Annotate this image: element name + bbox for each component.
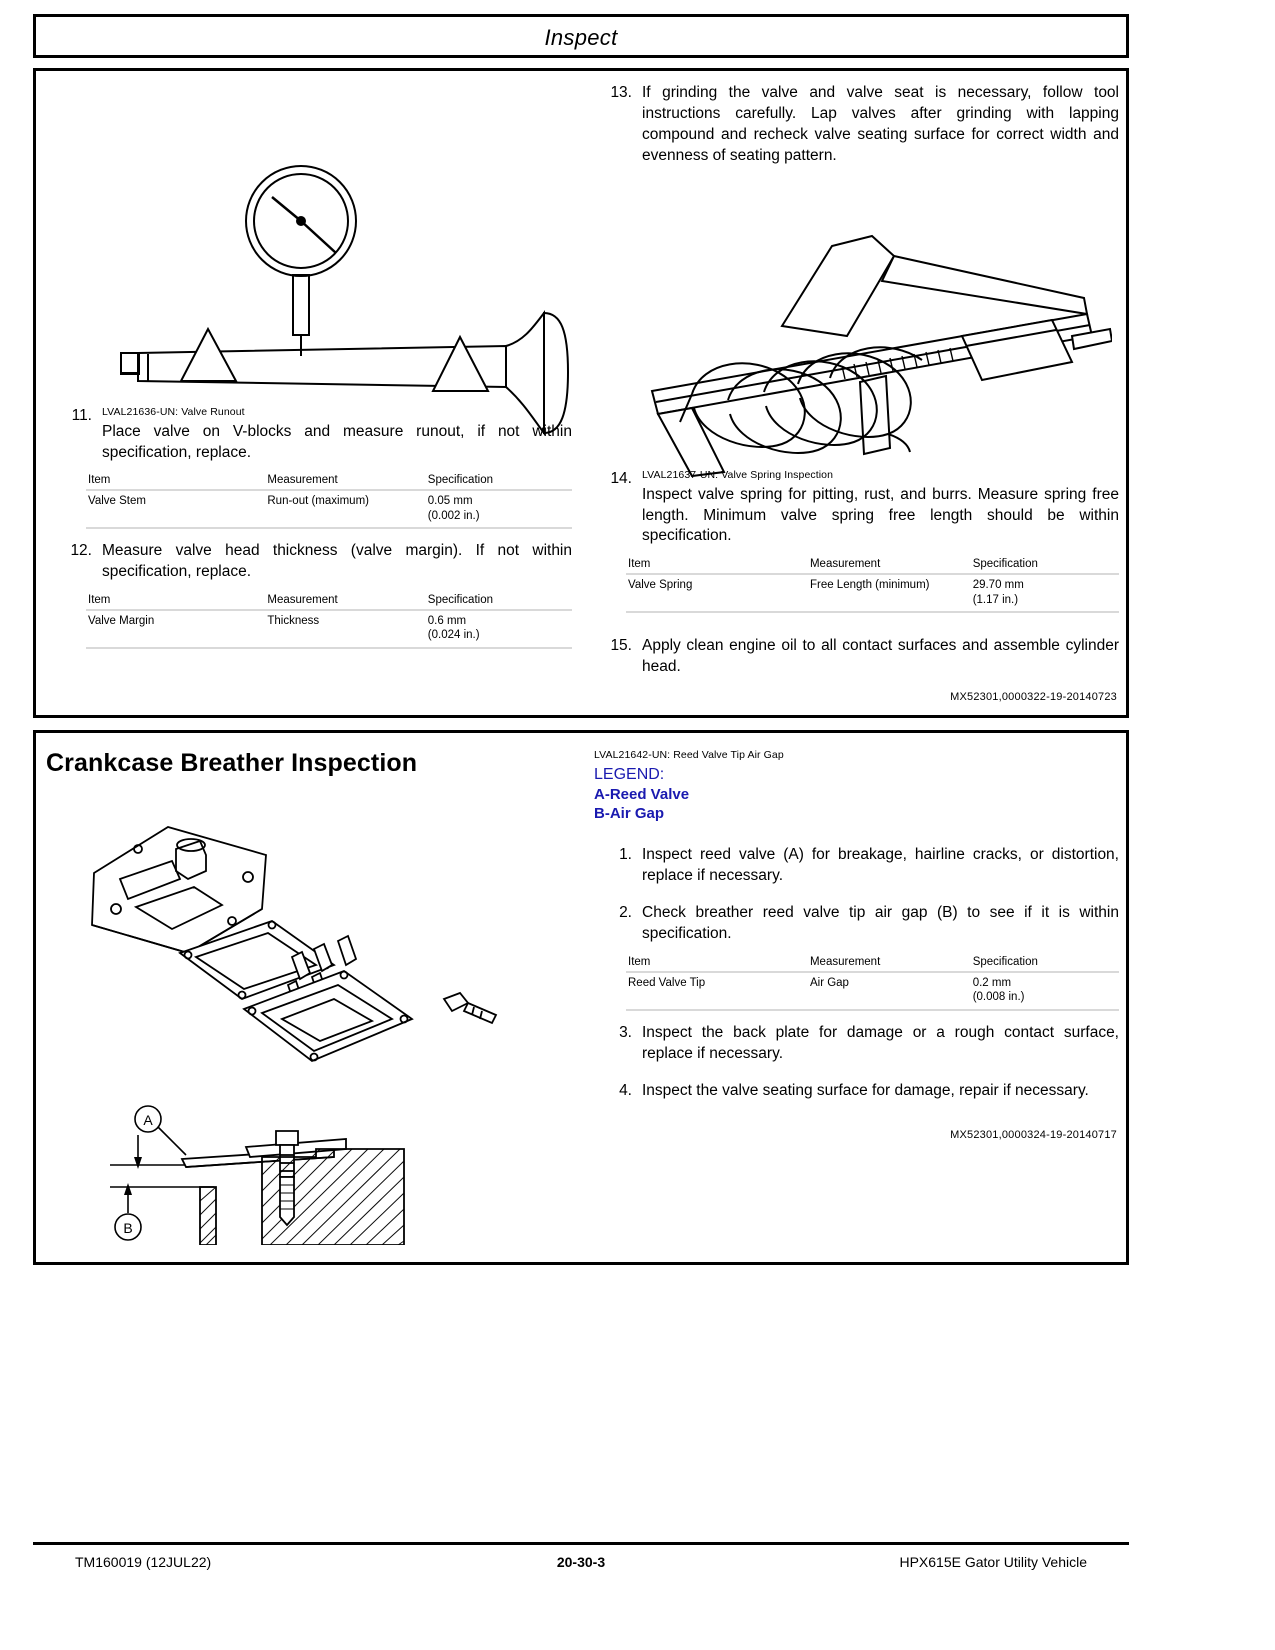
- step-15-block: [584, 636, 1119, 688]
- cell-measurement: Free Length (minimum): [808, 574, 971, 612]
- table-header-row: [626, 955, 1119, 972]
- footer-divider: [33, 1542, 1129, 1545]
- table-row: [86, 490, 572, 528]
- figure-caption-valve-runout: LVAL21636-UN: Valve Runout: [102, 406, 245, 418]
- spec-imperial: (0.008 in.): [972, 991, 1025, 1004]
- cell-specification: [426, 610, 572, 648]
- crankcase-step-4: [584, 1081, 1119, 1102]
- column-header-specification: Specification: [971, 557, 1119, 574]
- step-13-text: If grinding the valve and valve seat is necessary, follow tool instructions carefully. Lap valves after grinding with lapping compound and recheck valve seating surface for correct width and evenness of seating pattern.: [642, 84, 1119, 164]
- step-11: [44, 406, 572, 463]
- footer-model-name: HPX615E Gator Utility Vehicle: [899, 1554, 1087, 1570]
- page-header: [33, 14, 1129, 58]
- crankcase-step-4-text: Inspect the valve seating surface for damage, repair if necessary.: [642, 1082, 1089, 1099]
- page-title: Inspect: [544, 25, 618, 50]
- valve-runout-figure: [76, 141, 576, 441]
- crankcase-step-1-block: [584, 845, 1119, 897]
- legend-item-a: A-Reed Valve: [594, 785, 690, 803]
- callout-label-a: A: [143, 1112, 153, 1128]
- step-14: [584, 469, 1119, 547]
- step-12-text: Measure valve head thickness (valve margin). If not within specification, replace.: [102, 542, 572, 580]
- step-15-number: 15.: [610, 637, 632, 654]
- crankcase-step-3-text: Inspect the back plate for damage or a rough contact surface, replace if necessary.: [642, 1024, 1119, 1062]
- column-header-item: Item: [86, 473, 265, 490]
- footer-page-number: 20-30-3: [556, 1554, 606, 1570]
- step-11-block: [44, 406, 572, 533]
- page-footer: [33, 1552, 1129, 1578]
- cell-specification: [971, 972, 1119, 1010]
- step-12: [44, 541, 572, 583]
- section-heading-crankcase: Crankcase Breather Inspection: [46, 749, 418, 777]
- crankcase-step-3: [584, 1023, 1119, 1065]
- column-header-measurement: Measurement: [808, 557, 971, 574]
- crankcase-step-3-block: [584, 1023, 1119, 1075]
- cell-specification: [426, 490, 572, 528]
- table-header-row: [86, 593, 572, 610]
- step-15-text: Apply clean engine oil to all contact surfaces and assemble cylinder head.: [642, 637, 1119, 675]
- crankcase-breather-panel: [33, 730, 1129, 1265]
- breather-exploded-illustration: [76, 813, 536, 1093]
- spec-imperial: (1.17 in.): [972, 593, 1019, 606]
- crankcase-step-2-number: 2.: [619, 904, 632, 921]
- crankcase-step-3-number: 3.: [619, 1024, 632, 1041]
- crankcase-step-1: [584, 845, 1119, 887]
- spec-imperial: (0.002 in.): [427, 509, 480, 522]
- spec-metric: 0.2 mm: [972, 976, 1012, 989]
- cell-measurement: Air Gap: [808, 972, 971, 1010]
- column-header-measurement: Measurement: [808, 955, 971, 972]
- column-header-item: Item: [626, 557, 808, 574]
- cell-item: Valve Spring: [626, 574, 808, 612]
- callout-label-b: B: [123, 1220, 133, 1236]
- crankcase-step-1-text: Inspect reed valve (A) for breakage, hairline cracks, or distortion, replace if necessary.: [642, 846, 1119, 884]
- valve-runout-illustration: [76, 141, 576, 441]
- column-header-measurement: Measurement: [265, 473, 425, 490]
- spec-imperial: (0.024 in.): [427, 629, 480, 642]
- cell-item: Valve Margin: [86, 610, 265, 648]
- figure-caption-reed-valve: LVAL21642-UN: Reed Valve Tip Air Gap: [594, 749, 784, 761]
- valve-spring-figure: [632, 186, 1112, 486]
- column-header-specification: Specification: [426, 473, 572, 490]
- column-header-specification: Specification: [426, 593, 572, 610]
- column-header-item: Item: [626, 955, 808, 972]
- table-row: [626, 574, 1119, 612]
- valve-spring-illustration: [632, 186, 1112, 486]
- step-12-block: [44, 541, 572, 653]
- cell-item: Valve Stem: [86, 490, 265, 528]
- crankcase-step-2-text: Check breather reed valve tip air gap (B) to see if it is within specification.: [642, 904, 1119, 942]
- column-header-measurement: Measurement: [265, 593, 425, 610]
- spec-metric: 29.70 mm: [972, 579, 1024, 592]
- step-11-number: 11.: [71, 407, 92, 424]
- spec-metric: 0.05 mm: [427, 495, 473, 508]
- step-13: [584, 83, 1119, 167]
- step-14-block: [584, 469, 1119, 617]
- cell-item: Reed Valve Tip: [626, 972, 808, 1010]
- step-13-number: 13.: [610, 84, 632, 101]
- figure-caption-valve-spring: LVAL21637-UN: Valve Spring Inspection: [642, 469, 834, 481]
- reference-code-crankcase: MX52301,0000324-19-20140717: [950, 1129, 1117, 1141]
- table-header-row: [86, 473, 572, 490]
- cell-specification: [971, 574, 1119, 612]
- reed-valve-airgap-spec-table: [626, 955, 1119, 1011]
- crankcase-step-2-block: [584, 903, 1119, 1015]
- valve-margin-spec-table: [86, 593, 572, 649]
- step-11-text: Place valve on V-blocks and measure runout, if not within specification, replace.: [102, 422, 572, 461]
- valve-runout-spec-table: [86, 473, 572, 529]
- spec-metric: 0.6 mm: [427, 614, 467, 627]
- step-12-number: 12.: [70, 542, 92, 559]
- crankcase-step-1-number: 1.: [619, 846, 632, 863]
- step-14-number: 14.: [610, 470, 632, 487]
- crankcase-step-2: [584, 903, 1119, 945]
- table-row: [86, 610, 572, 648]
- table-header-row: [626, 557, 1119, 574]
- legend-block: [594, 749, 1119, 824]
- reference-code-valve: MX52301,0000322-19-20140723: [950, 691, 1117, 703]
- cell-measurement: Run-out (maximum): [265, 490, 425, 528]
- crankcase-step-4-number: 4.: [619, 1082, 632, 1099]
- reed-valve-gap-figure: [94, 1105, 424, 1245]
- breather-exploded-figure: [76, 813, 536, 1093]
- footer-manual-number: TM160019 (12JUL22): [75, 1554, 212, 1570]
- table-row: [626, 972, 1119, 1010]
- step-15: [584, 636, 1119, 678]
- cell-measurement: Thickness: [265, 610, 425, 648]
- column-header-specification: Specification: [971, 955, 1119, 972]
- legend-label: LEGEND:: [594, 765, 665, 783]
- reed-valve-gap-illustration: [94, 1105, 424, 1245]
- step-14-text: Inspect valve spring for pitting, rust, and burrs. Measure spring free length. Minimum valve spring free length should be within specification.: [642, 485, 1119, 545]
- valve-spring-spec-table: [626, 557, 1119, 613]
- column-header-item: Item: [86, 593, 265, 610]
- crankcase-step-4-block: [584, 1081, 1119, 1112]
- step-13-block: [584, 83, 1119, 177]
- valve-inspection-panel: [33, 68, 1129, 718]
- legend-item-b: B-Air Gap: [594, 805, 665, 823]
